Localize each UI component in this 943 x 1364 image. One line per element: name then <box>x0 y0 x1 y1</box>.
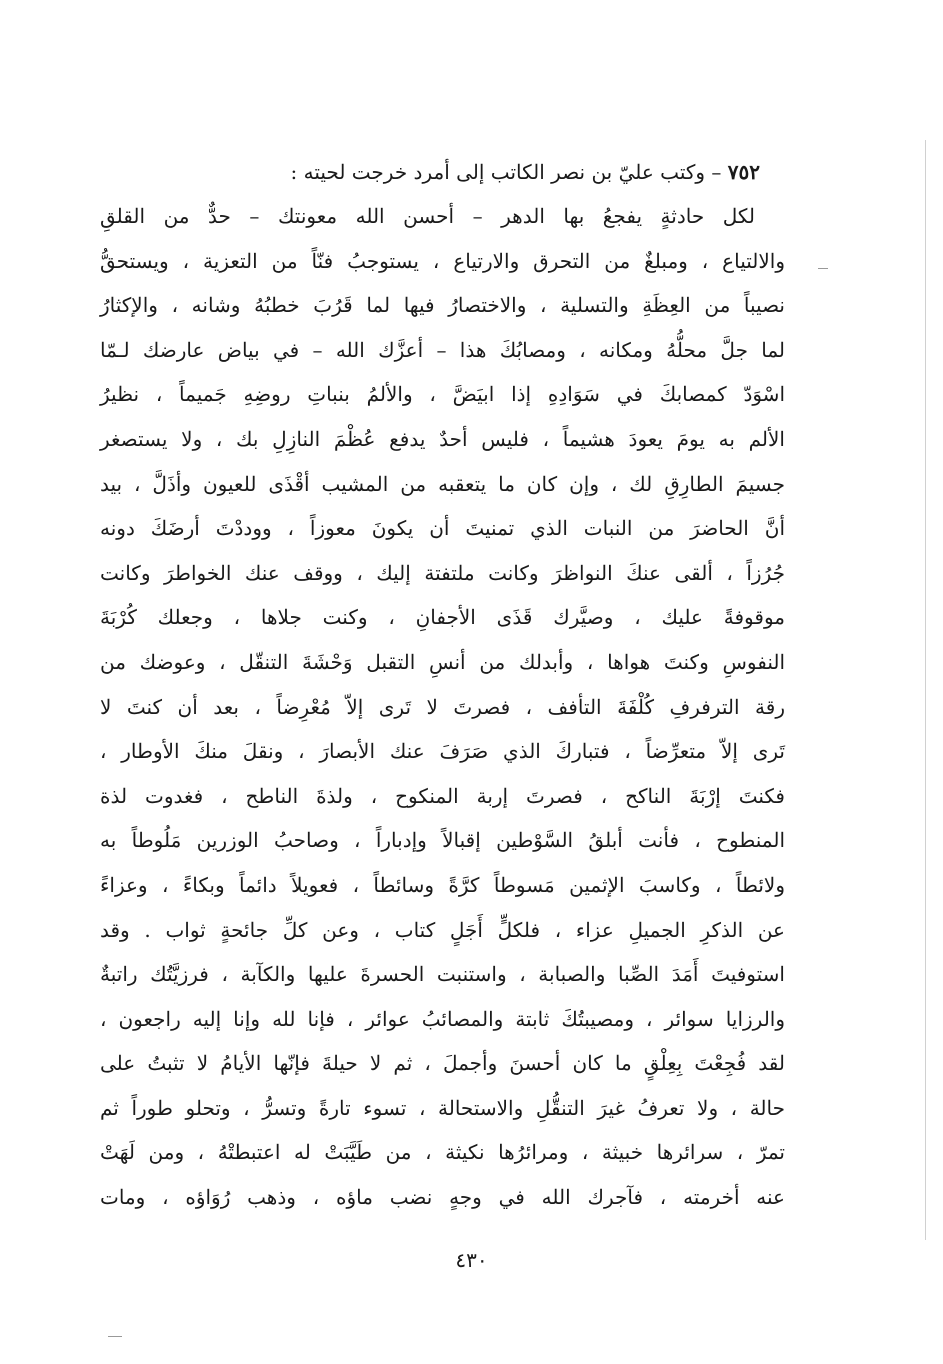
text-line: موقوفةً عليك ، وصيَّرك قَذَى الأجفانِ ، وكنت جلاها ، وجعلك كُرْبَةَ <box>100 605 785 630</box>
entry-heading <box>100 150 785 194</box>
text-line: أنَّ الحاضرَ من النبات الذي تمنيتَ أن يكونَ معوزاً ، ووددْتَ أرضَكَ دونه <box>100 516 785 541</box>
text-line: نصيباً من العِظَةِ والتسلية ، والاختصارُ فيها لما قَرُبَ خطبُهُ وشانه ، والإكثارُ <box>100 293 785 318</box>
text-line: والرزايا سوائر ، ومصيبتُكَ ثابتة والمصائبُ عوائر ، فإنا لله وإنا إليه راجعون ، <box>100 1006 785 1031</box>
text-line: المنطوح ، فأنت أبلقُ السَّوْطين إقبالاً وإدباراً ، وصاحبُ الوزرين مَلُوطاً به <box>100 828 785 853</box>
text-line: تمرّ ، سرائرها خبيثة ، ومرائرُها نكيثة ، من طَيَّبَتْ له اعتبطتْهُ ، ومن لَهَتْ <box>100 1140 785 1165</box>
text-block <box>100 150 785 1220</box>
text-line: والالتياع ، ومبلغٌ من التحرق والارتياع ، يستوجبُ فنّاً من التعزية ، ويستحقُّ <box>100 248 785 273</box>
text-line: لما جلَّ محلُّهُ ومكانه ، ومصابُكَ هذا – أعزَّك الله – في بياض عارضك لـمّا <box>100 337 785 362</box>
text-line: فكنتَ إرْبَةَ الناكح ، فصرتَ إربة المنكوح ، ولذةَ الناطح ، فغدوت لذة <box>100 783 785 808</box>
text-line: اسْوَدّ كمصابكَ في سَوَادِهِ إذا ابيَضَّ ، والألمُ بنباتِ روضِهِ جَميماً ، نظيرُ <box>100 382 785 407</box>
page-number: ٤٣٠ <box>455 1248 488 1272</box>
text-line: لكل حادثةٍ يفجعُ بها الدهر – أحسن الله معونتك – حدٌّ من القلقِ <box>100 204 755 228</box>
text-line: النفوسِ وكنتَ هواها ، وأبدلك من أنسِ التقبل وَحْشَةَ التنقّل ، وعوضك من <box>100 649 785 674</box>
text-line: لقد فُجِعْتَ بِعِلْقٍ ما كان أحسنَ وأجملَ ، ثم لا حيلةَ فإنّها الأيامُ لا تثبتُ على <box>100 1051 785 1076</box>
text-line: جسيمَ الطارِقِ لك ، وإن كان ما يتعقبه من المشيب أقْذَى للعيون وأذَلَّ ، بيد <box>100 471 785 496</box>
text-line: ولائطاً ، وكاسبَ الإثمين مَسوطاً كرَّةً وسائطاً ، فعويلاً دائماً وبكاءً ، وعزاءً <box>100 872 785 897</box>
text-line: جُرُزاً ، ألقى عنكَ النواظرَ وكانت ملتفتة إليك ، ووقف عنك الخواطرَ وكانت <box>100 560 785 585</box>
text-line: الألم به يومَ يعودَ هشيماً ، فليس أحدٌ يدفع عُظْمَ النازِلِ بك ، ولا يستصغر <box>100 426 785 451</box>
entry-number: ٧٥٢ <box>727 160 760 184</box>
entry-title: – وكتب عليّ بن نصر الكاتب إلى أمرد خرجت لحيته : <box>290 160 722 184</box>
text-line: تَرى إلاّ متعرِّضاً ، فتباركَ الذي صَرَفَ عنك الأبصارَ ، ونقلَ منكَ الأوطار ، <box>100 739 785 764</box>
text-line: استوفيتَ أَمَدَ الصِّبا والصبابة ، واستنبت الحسرةَ عليها والكآبة ، فرزيَّتُك راتبةٌ <box>100 962 785 987</box>
scan-margin-mark <box>818 268 828 269</box>
text-line: حالة ، ولا تعرفُ غيرَ التنقُّلِ والاستحالة ، تسوء تارةً وتسرُّ ، وتحلو طوراً ثم <box>100 1095 785 1120</box>
text-line: رقة الترفرفِ كُلْفَةَ التأفف ، فصرتَ لا تَرى إلاّ مُعْرِضاً ، بعد أن كنتَ لا <box>100 694 785 719</box>
scan-corner-mark <box>108 1336 122 1337</box>
scan-edge-line <box>925 140 926 1240</box>
text-line: عن الذكرِ الجميلِ عزاء ، فلكلٍّ أَجَلٍ كتاب ، وعن كلِّ جائحةٍ ثواب . وقد <box>100 917 785 942</box>
text-line: عنه أخرمته ، فآجرك الله في وجهٍ نضب ماؤه ، وذهب رُوَاؤه ، ومات <box>100 1185 785 1210</box>
